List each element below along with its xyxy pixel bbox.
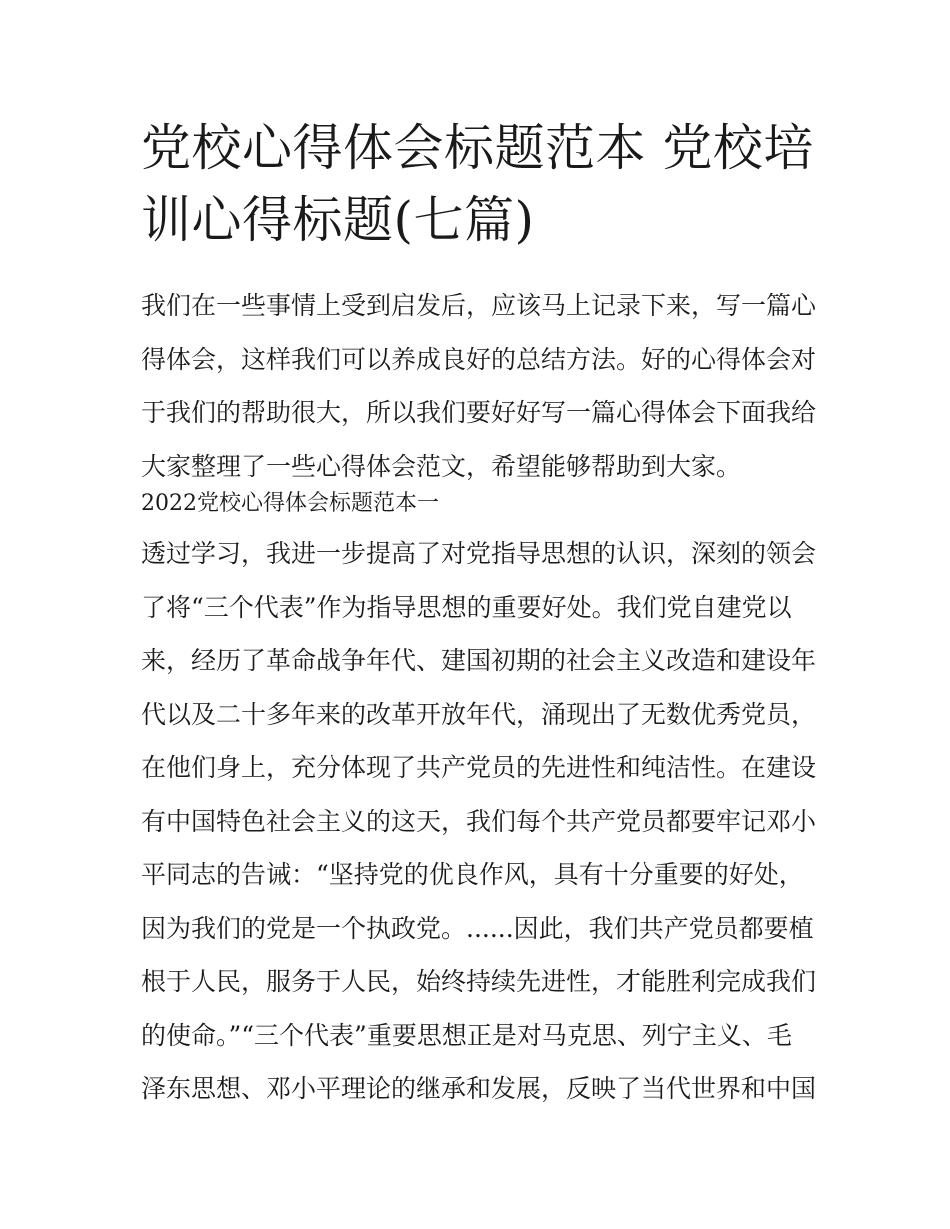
body-line: 的使命。”“三个代表”重要思想正是对马克思、列宁主义、毛 xyxy=(141,1020,792,1050)
body-line: 泽东思想、邓小平理论的继承和发展，反映了当代世界和中国 xyxy=(141,1074,817,1103)
intro-line: 于我们的帮助很大，所以我们要好好写一篇心得体会下面我给 xyxy=(141,398,817,427)
body-paragraph xyxy=(141,527,821,1116)
body-line: 有中国特色社会主义的这天，我们每个共产党员都要牢记邓小 xyxy=(141,806,817,836)
body-line: 来，经历了革命战争年代、建国初期的社会主义改造和建设年 xyxy=(141,646,817,675)
body-line: 因为我们的党是一个执政党。......因此，我们共产党员都要植 xyxy=(141,913,814,943)
document-title xyxy=(141,112,821,256)
section-heading: 2022党校心得体会标题范本一 xyxy=(141,491,439,516)
body-line: 透过学习，我进一步提高了对党指导思想的认识，深刻的领会 xyxy=(141,539,817,568)
intro-line: 大家整理了一些心得体会范文，希望能够帮助到大家。 xyxy=(141,451,742,481)
body-line: 平同志的告诫：“坚持党的优良作风，具有十分重要的好处， xyxy=(141,860,804,889)
body-line: 代以及二十多年来的改革开放年代，涌现出了无数优秀党员， xyxy=(141,699,817,729)
body-line: 在他们身上，充分体现了共产党员的先进性和纯洁性。在建设 xyxy=(141,753,817,782)
title-line: 党校心得体会标题范本 党校培 xyxy=(141,119,814,177)
intro-line: 得体会，这样我们可以养成良好的总结方法。好的心得体会对 xyxy=(141,344,817,374)
body-line: 根于人民，服务于人民，始终持续先进性，才能胜利完成我们 xyxy=(141,967,817,996)
intro-paragraph xyxy=(141,279,821,493)
title-line: 训心得标题(七篇) xyxy=(141,191,535,249)
body-line: 了将“三个代表”作为指导思想的重要好处。我们党自建党以 xyxy=(141,592,792,622)
intro-line: 我们在一些事情上受到启发后，应该马上记录下来，写一篇心 xyxy=(141,291,817,320)
